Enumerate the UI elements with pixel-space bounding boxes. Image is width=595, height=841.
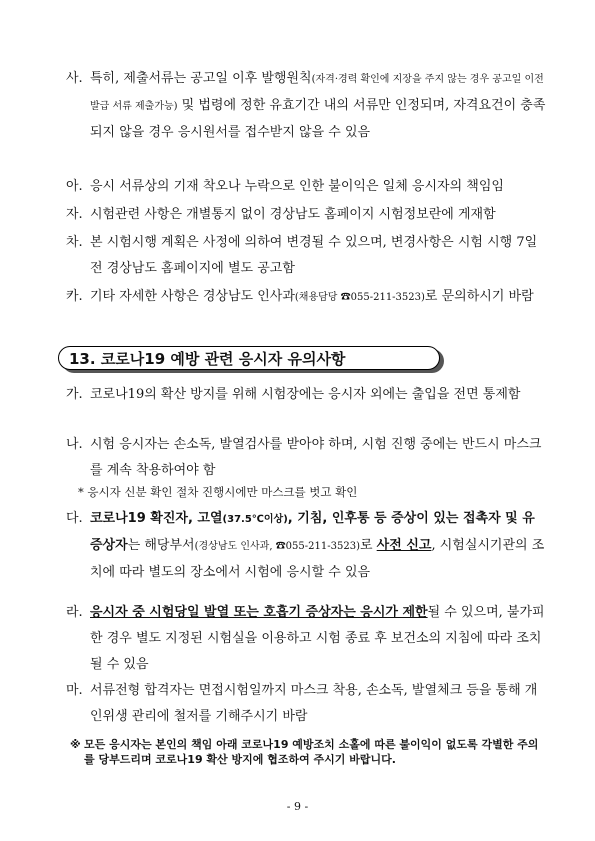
item-ma <box>66 678 546 730</box>
item-label: 나. <box>66 437 83 452</box>
item-label: 가. <box>66 387 83 402</box>
item-label: 다. <box>66 511 83 526</box>
item-text: 코로나19의 확산 방지를 위해 시험장에는 응시자 외에는 출입을 전면 통제함 <box>90 387 521 402</box>
item-ra <box>66 600 546 678</box>
section-heading: 13. 코로나19 예방 관련 응시자 유의사항 <box>58 346 440 370</box>
closing-notice-text: 모든 응시자는 본인의 책임 아래 코로나19 예방조치 소홀에 따른 불이익이 없도록 각별한 주의를 당부드리며 코로나19 확산 방지에 협조하여 주시기 바랍니다. <box>84 738 539 766</box>
item-label: 차. <box>66 235 83 250</box>
item-sa <box>66 66 546 146</box>
item-text: 시험관련 사항은 개별통지 없이 경상남도 홈페이지 시험정보란에 게재함 <box>90 207 496 222</box>
item-text: 코로나19 확진자, 고열(37.5℃이상), 기침, 인후통 등 증상이 있는 접촉자 및 유증상자는 해당부서(경상남도 인사과, ☎055-211-3523)로 사전 신고, 시험실시기관의 조치에 따라 별도의 장소에서 시험에 응시할 수 있음 <box>90 511 545 580</box>
item-text: 응시 서류상의 기재 착오나 누락으로 인한 불이익은 일체 응시자의 책임임 <box>90 179 504 194</box>
item-text: 응시자 중 시험당일 발열 또는 호흡기 증상자는 응시가 제한될 수 있으며, 불가피한 경우 별도 지정된 시험실을 이용하고 시험 종료 후 보건소의 지침에 따라 조치 될 수 있음 <box>90 605 545 672</box>
item-text: 특히, 제출서류는 공고일 이후 발행원칙(자격·경력 확인에 지장을 주지 않는 경우 공고일 이전 발급 서류 제출가능) 및 법령에 정한 유효기간 내의 서류만 인정되며, 자격요건이 충족되지 않을 경우 응시원서를 접수받지 않을 수 있음 <box>90 71 546 140</box>
item-label: 카. <box>66 289 83 304</box>
reference-mark: ※ <box>70 738 81 751</box>
item-text: 서류전형 합격자는 면접시험일까지 마스크 착용, 손소독, 발열체크 등을 통해 개인위생 관리에 철저를 기해주시기 바람 <box>90 683 538 724</box>
item-text: 기타 자세한 사항은 경상남도 인사과(채용담당 ☎055-211-3523)로 문의하시기 바람 <box>90 289 534 304</box>
page-number: - 9 - <box>286 800 309 813</box>
closing-notice <box>70 738 540 767</box>
item-label: 자. <box>66 207 83 222</box>
item-ga <box>66 382 546 408</box>
item-text: 본 시험시행 계획은 사정에 의하여 변경될 수 있으며, 변경사항은 시험 시행 7일 전 경상남도 홈페이지에 별도 공고함 <box>90 235 538 276</box>
mask-note: * 응시자 신분 확인 절차 진행시에만 마스크를 벗고 확인 <box>78 485 358 499</box>
item-cha <box>66 230 546 282</box>
item-ka <box>66 284 546 311</box>
item-text: 시험 응시자는 손소독, 발열검사를 받아야 하며, 시험 진행 중에는 반드시 마스크를 계속 착용하여야 함 <box>90 437 542 478</box>
item-ja <box>66 202 546 228</box>
item-a <box>66 174 546 200</box>
item-label: 마. <box>66 683 83 698</box>
item-label: 라. <box>66 605 83 620</box>
item-na <box>66 432 546 484</box>
item-da <box>66 506 546 586</box>
item-label: 사. <box>66 71 83 86</box>
item-label: 아. <box>66 179 83 194</box>
